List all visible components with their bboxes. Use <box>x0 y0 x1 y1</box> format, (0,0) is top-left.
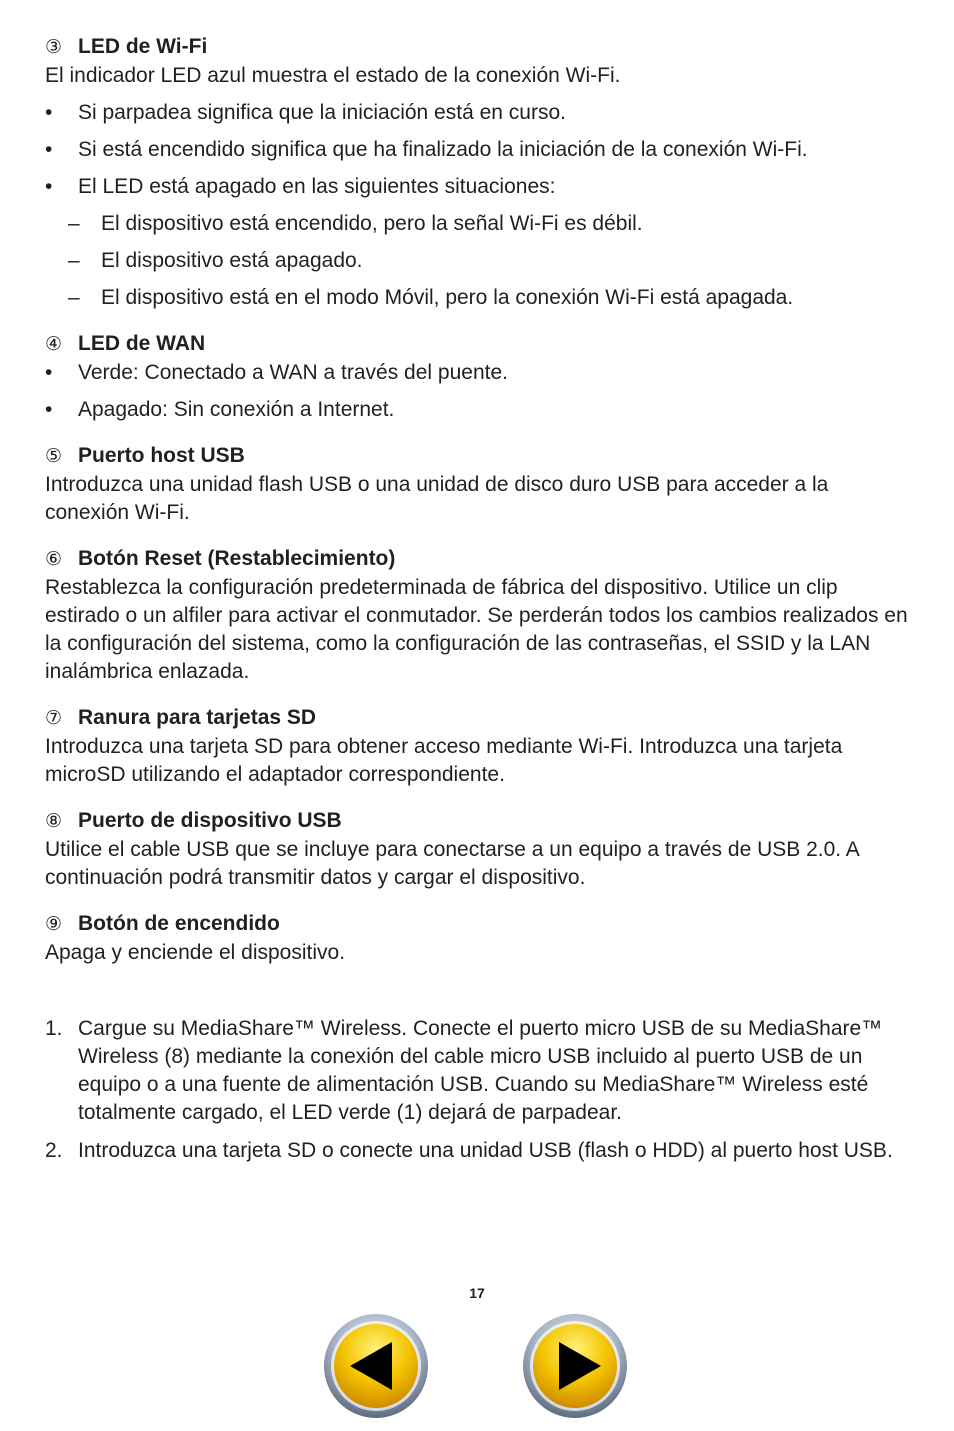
section-title: Puerto host USB <box>78 444 245 467</box>
sub-item-text: El dispositivo está encendido, pero la señal Wi-Fi es débil. <box>101 212 643 235</box>
section-power-button <box>45 910 915 967</box>
section-title: Puerto de dispositivo USB <box>78 809 342 832</box>
section-heading <box>45 330 915 359</box>
next-page-button[interactable] <box>521 1312 629 1420</box>
section-number: ④ <box>45 334 63 355</box>
section-number: ⑥ <box>45 549 63 570</box>
sub-item-text: El dispositivo está en el modo Móvil, pero la conexión Wi-Fi está apagada. <box>101 286 794 309</box>
bullet-item <box>45 396 915 424</box>
sub-item-text: El dispositivo está apagado. <box>101 249 363 272</box>
section-number: ③ <box>45 37 63 58</box>
step-text: Cargue su MediaShare™ Wireless. Conecte el puerto micro USB de su MediaShare™ Wireless (8) mediante la conexión del cable micro USB incluido al puerto USB de un equipo o a una fuente de alimentación USB. Cuando su MediaShare™ Wireless esté totalmente cargado, el LED verde (1) dejará de parpadear. <box>78 1017 883 1124</box>
section-text: Utilice el cable USB que se incluye para conectarse a un equipo a través de USB 2.0. A continuación podrá transmitir datos y cargar el dispositivo. <box>45 838 859 889</box>
dash-mark: – <box>68 286 80 309</box>
bullet-mark: • <box>45 138 53 161</box>
sub-item <box>68 247 915 275</box>
bullet-mark: • <box>45 361 53 384</box>
section-reset-button <box>45 545 915 686</box>
previous-page-arrow-icon <box>322 1312 430 1420</box>
section-text: Introduzca una tarjeta SD para obtener acceso mediante Wi-Fi. Introduzca una tarjeta microSD utilizando el adaptador correspondiente. <box>45 735 843 786</box>
bullet-mark: • <box>45 101 53 124</box>
section-title: Ranura para tarjetas SD <box>78 706 317 729</box>
dash-mark: – <box>68 212 80 235</box>
step-text: Introduzca una tarjeta SD o conecte una unidad USB (flash o HDD) al puerto host USB. <box>78 1139 893 1162</box>
bullet-text: El LED está apagado en las siguientes situaciones: <box>78 175 556 198</box>
section-number: ⑨ <box>45 914 63 935</box>
section-title: LED de Wi-Fi <box>78 35 208 58</box>
step-item <box>45 1015 915 1127</box>
step-item <box>45 1137 915 1165</box>
section-heading <box>45 33 915 62</box>
section-title: LED de WAN <box>78 332 206 355</box>
bullet-text: Verde: Conectado a WAN a través del puente. <box>78 361 508 384</box>
section-usb-host-port <box>45 442 915 527</box>
numbered-steps <box>45 1015 915 1165</box>
bullet-item <box>45 136 915 164</box>
bullet-text: Si parpadea significa que la iniciación está en curso. <box>78 101 566 124</box>
section-number: ⑧ <box>45 811 63 832</box>
bullet-mark: • <box>45 398 53 421</box>
section-heading <box>45 545 915 574</box>
section-text: Apaga y enciende el dispositivo. <box>45 941 346 964</box>
section-text: Restablezca la configuración predeterminada de fábrica del dispositivo. Utilice un clip estirado o un alfiler para activar el conmutador. Se perderán todos los cambios realizados en la configuración del sistema, como la configuración de las contraseñas, el SSID y la LAN inalámbrica enlazada. <box>45 576 908 683</box>
section-title: Botón Reset (Restablecimiento) <box>78 547 396 570</box>
bullet-mark: • <box>45 175 53 198</box>
sub-item <box>68 210 915 238</box>
section-heading <box>45 704 915 733</box>
section-title: Botón de encendido <box>78 912 280 935</box>
section-sd-slot <box>45 704 915 789</box>
dash-mark: – <box>68 249 80 272</box>
section-intro: El indicador LED azul muestra el estado de la conexión Wi-Fi. <box>45 64 621 87</box>
step-number: 1. <box>45 1017 63 1040</box>
page-number: 17 <box>469 1285 485 1301</box>
bullet-text: Si está encendido significa que ha finalizado la iniciación de la conexión Wi-Fi. <box>78 138 808 161</box>
section-usb-device-port <box>45 807 915 892</box>
section-heading <box>45 807 915 836</box>
section-heading <box>45 442 915 471</box>
section-heading <box>45 910 915 939</box>
sub-item <box>68 284 915 312</box>
bullet-text: Apagado: Sin conexión a Internet. <box>78 398 395 421</box>
section-wifi-led <box>45 33 915 312</box>
bullet-item <box>45 359 915 387</box>
next-page-arrow-icon <box>521 1312 629 1420</box>
section-number: ⑦ <box>45 708 63 729</box>
page-content <box>45 33 915 1175</box>
bullet-item <box>45 99 915 127</box>
step-number: 2. <box>45 1139 63 1162</box>
section-text: Introduzca una unidad flash USB o una unidad de disco duro USB para acceder a la conexión Wi-Fi. <box>45 473 829 524</box>
section-number: ⑤ <box>45 446 63 467</box>
previous-page-button[interactable] <box>322 1312 430 1420</box>
section-wan-led <box>45 330 915 424</box>
bullet-item <box>45 173 915 201</box>
